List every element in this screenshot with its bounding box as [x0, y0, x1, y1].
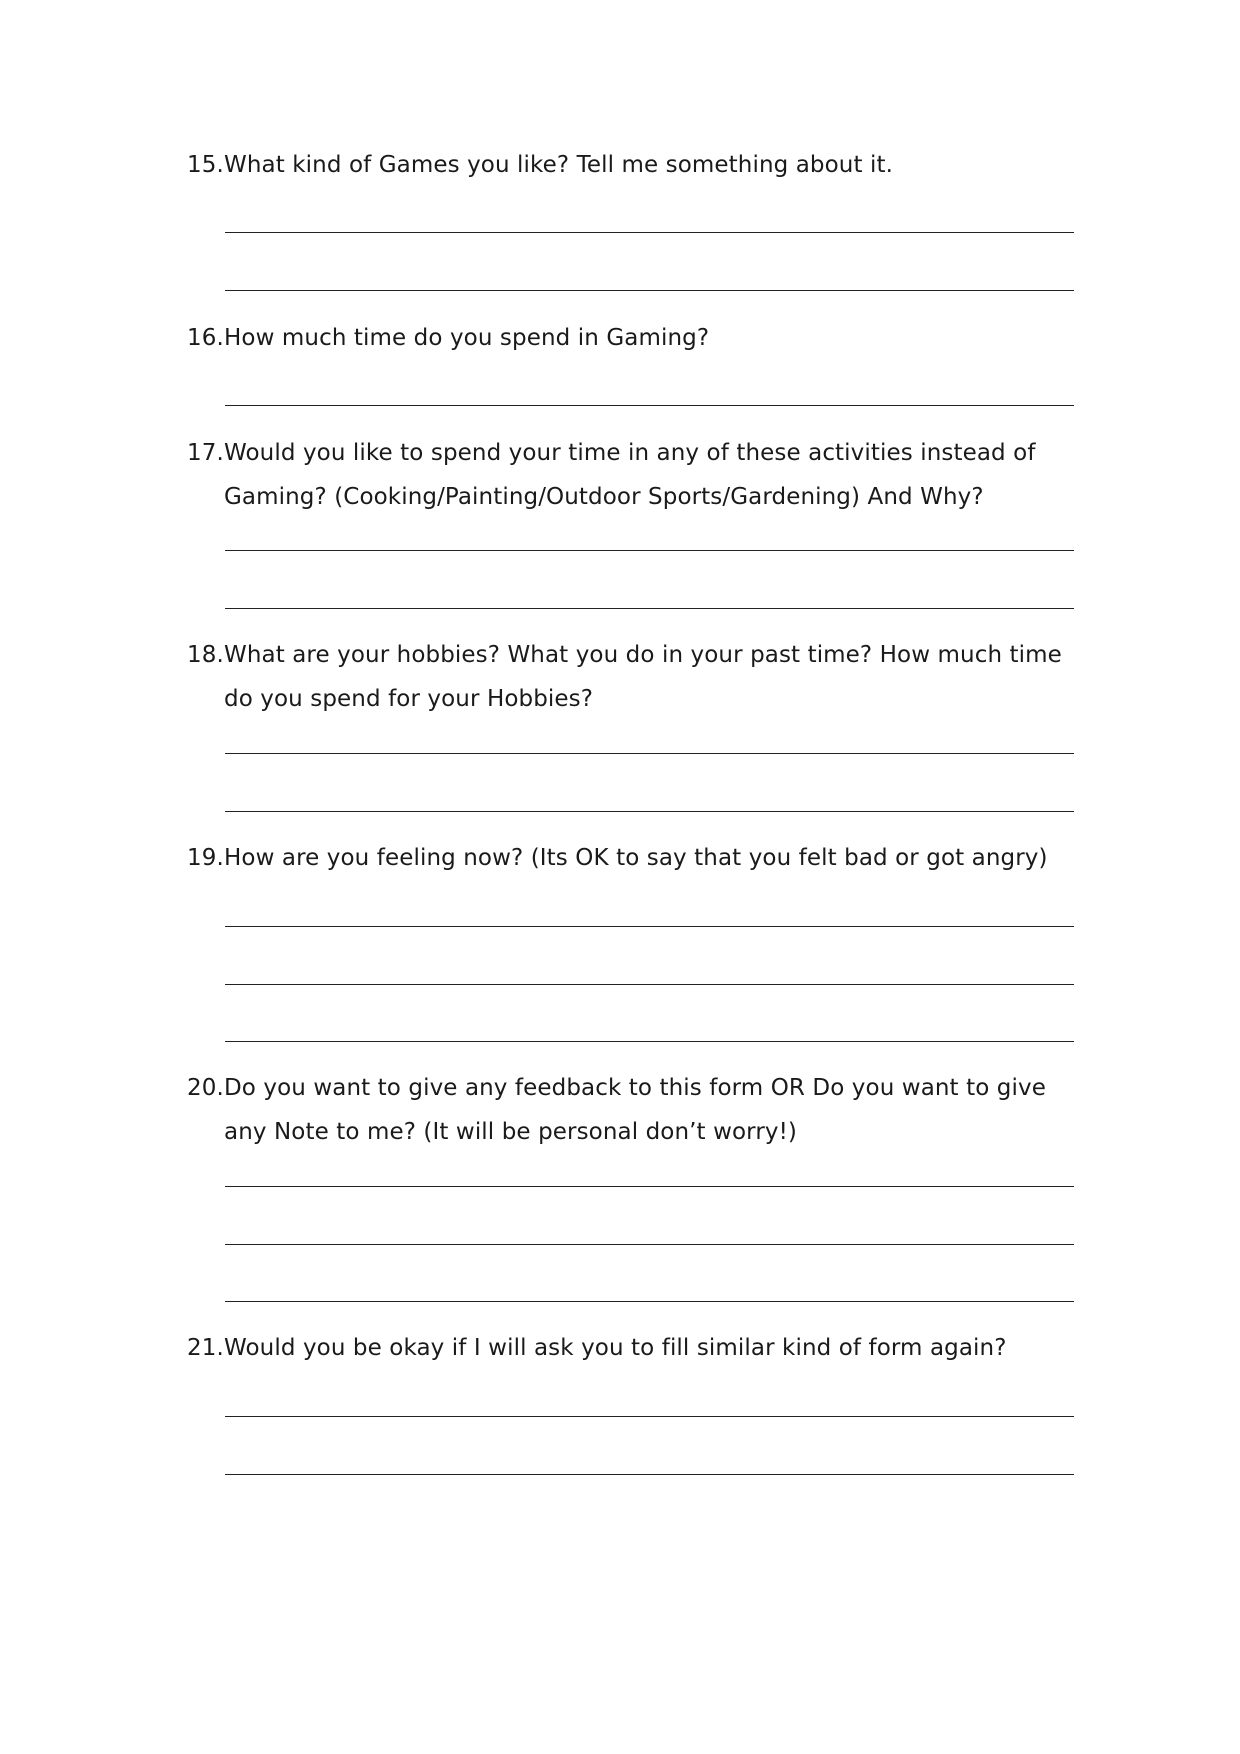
answer-line[interactable] [225, 753, 1074, 754]
question-number: 17. [187, 440, 224, 466]
question-number: 15. [187, 152, 224, 178]
question-number: 21. [187, 1335, 224, 1361]
question-21 [187, 1326, 1087, 1370]
question-text: Would you be okay if I will ask you to fill similar kind of form again? [224, 1335, 1007, 1361]
answer-line[interactable] [225, 1244, 1074, 1245]
question-18 [187, 633, 1087, 721]
answer-line[interactable] [225, 1301, 1074, 1302]
answer-line[interactable] [225, 405, 1074, 406]
question-text: What kind of Games you like? Tell me something about it. [224, 152, 894, 178]
answer-line[interactable] [225, 1474, 1074, 1475]
question-15 [187, 143, 1087, 187]
question-20 [187, 1066, 1087, 1154]
question-number: 20. [187, 1075, 224, 1101]
answer-line[interactable] [225, 811, 1074, 812]
answer-line[interactable] [225, 608, 1074, 609]
answer-line[interactable] [225, 1186, 1074, 1187]
question-19 [187, 836, 1087, 880]
question-number: 18. [187, 642, 224, 668]
answer-line[interactable] [225, 984, 1074, 985]
answer-line[interactable] [225, 1416, 1074, 1417]
answer-line[interactable] [225, 926, 1074, 927]
question-16 [187, 316, 1087, 360]
question-text: How are you feeling now? (Its OK to say that you felt bad or got angry) [224, 845, 1048, 871]
answer-line[interactable] [225, 290, 1074, 291]
question-text: How much time do you spend in Gaming? [224, 325, 710, 351]
answer-line[interactable] [225, 232, 1074, 233]
answer-line[interactable] [225, 550, 1074, 551]
question-number: 19. [187, 845, 224, 871]
question-text: Do you want to give any feedback to this form OR Do you want to give any Note to me? (It will be personal don’t worry!) [224, 1075, 1046, 1145]
question-17 [187, 431, 1087, 519]
question-text: Would you like to spend your time in any of these activities instead of Gaming? (Cooking/Painting/Outdoor Sports/Gardening) And Why? [224, 440, 1036, 510]
answer-line[interactable] [225, 1041, 1074, 1042]
question-text: What are your hobbies? What you do in your past time? How much time do you spend for your Hobbies? [224, 642, 1062, 712]
question-number: 16. [187, 325, 224, 351]
